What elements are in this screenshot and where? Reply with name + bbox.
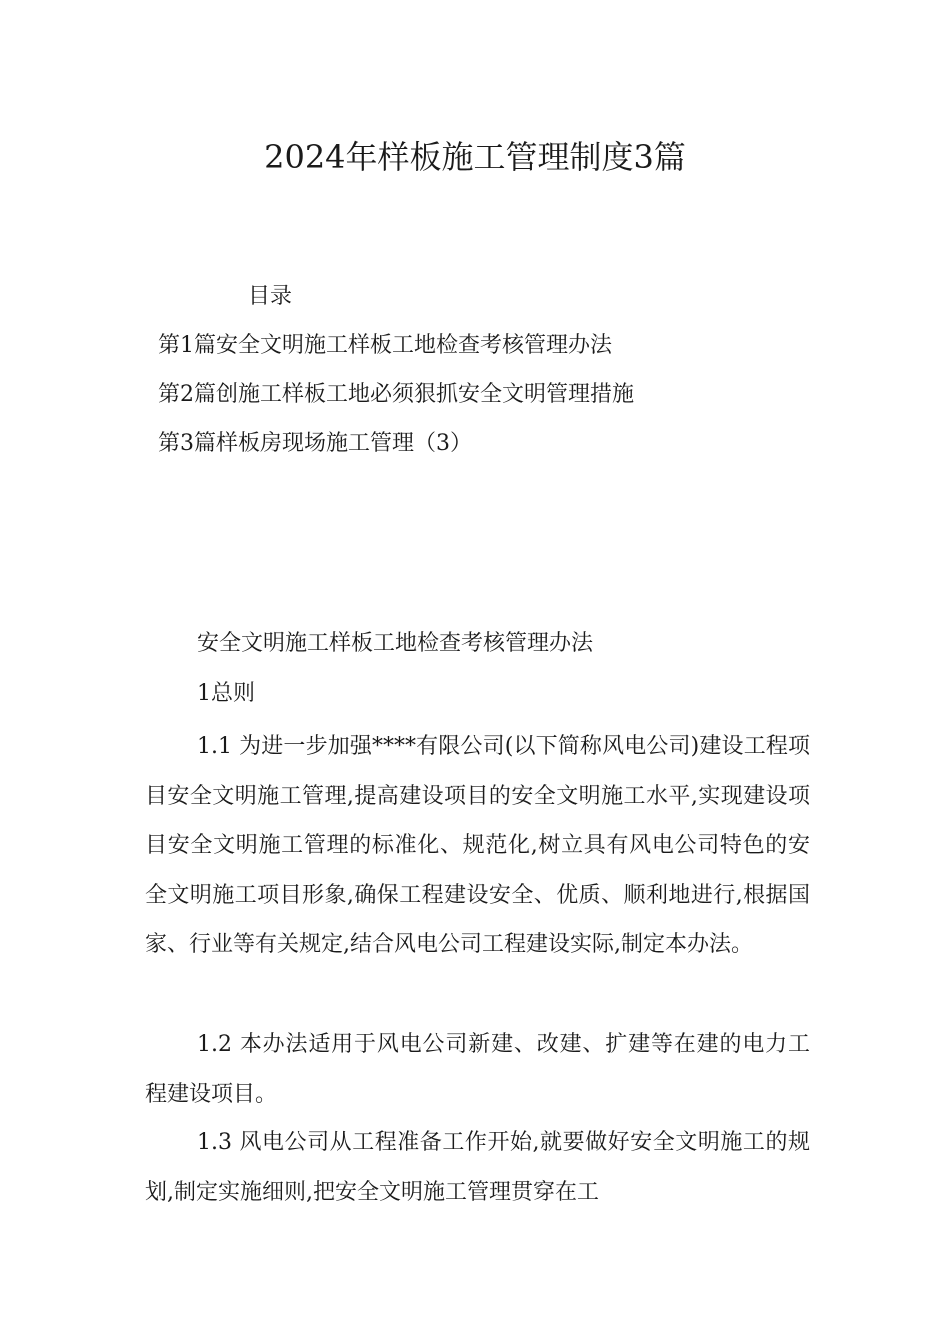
section-subheading: 1总则 [197,681,255,706]
toc-item: 第1篇安全文明施工样板工地检查考核管理办法 [158,333,612,358]
toc-heading: 目录 [248,284,293,309]
document-title: 2024年样板施工管理制度3篇 [264,138,686,176]
section-title: 安全文明施工样板工地检查考核管理办法 [197,631,594,656]
paragraph: 1.3 风电公司从工程准备工作开始,就要做好安全文明施工的规划,制定实施细则,把安全文明施工管理贯穿在工 [145,1130,810,1205]
paragraph: 1.1 为进一步加强****有限公司(以下简称风电公司)建设工程项目安全文明施工管理,提高建设项目的安全文明施工水平,实现建设项目安全文明施工管理的标准化、规范化,树立具有风电公司特色的安全文明施工项目形象,确保工程建设安全、优质、顺利地进行,根据国家、行业等有关规定,结合风电公司工程建设实际,制定本办法。 [145,734,810,957]
toc-item: 第3篇样板房现场施工管理（3） [158,431,472,456]
paragraph: 1.2 本办法适用于风电公司新建、改建、扩建等在建的电力工程建设项目。 [145,1032,810,1107]
toc-item: 第2篇创施工样板工地必须狠抓安全文明管理措施 [158,382,634,407]
